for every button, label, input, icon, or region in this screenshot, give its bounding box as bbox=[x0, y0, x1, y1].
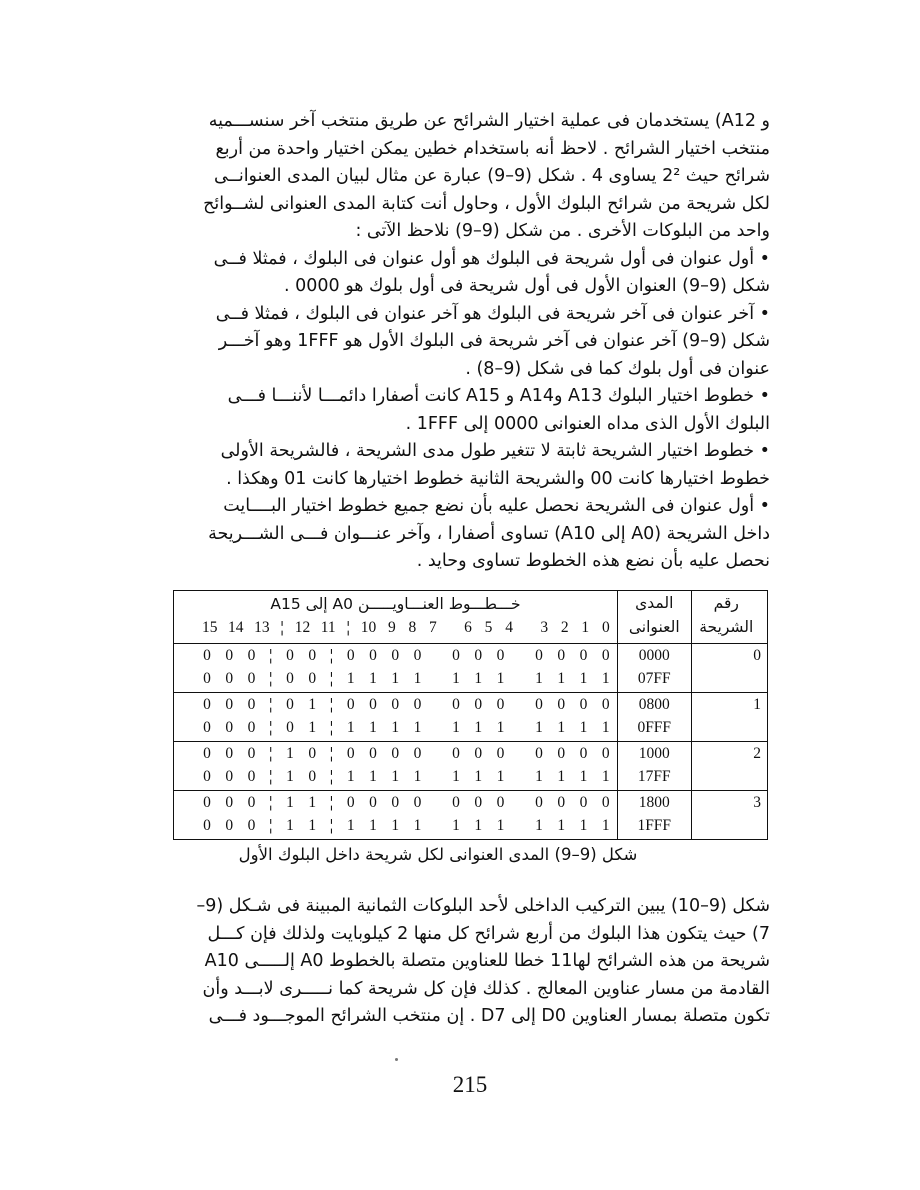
address-range-cell bbox=[618, 644, 691, 693]
body-paragraph-1 bbox=[150, 108, 770, 576]
bit-cell: 1 bbox=[474, 670, 483, 687]
range-end: 0FFF bbox=[637, 719, 672, 736]
bit-cell: 0 bbox=[535, 696, 543, 713]
range-header-line-1: المدى bbox=[635, 594, 674, 612]
page-speck bbox=[395, 1058, 398, 1061]
bit-cell: 1 bbox=[346, 670, 355, 687]
text-line: البلوك الأول الذى مداه العنوانى 0000 إلى 1FFF . bbox=[405, 413, 770, 434]
bit-cell: 0 bbox=[203, 647, 211, 664]
bit-cell: 0 bbox=[391, 745, 400, 762]
bit-cell: 0 bbox=[535, 647, 543, 664]
nibble-gap bbox=[435, 644, 439, 667]
bit-cell: 1 bbox=[452, 670, 460, 687]
text-line: شرائح حيث 2² يساوى 4 . شكل (9–9) عبارة عن مثال لبيان المدى العنوانــى bbox=[213, 166, 770, 186]
bit-cell: 0 bbox=[203, 670, 211, 687]
bit-cell: 0 bbox=[496, 647, 505, 664]
address-range-table bbox=[173, 590, 768, 840]
bit-cell: 1 bbox=[413, 768, 422, 785]
chip-number-cell bbox=[691, 644, 768, 693]
bit-cell: 1 bbox=[557, 817, 566, 834]
chip-number: 3 bbox=[753, 794, 761, 811]
bit-cell: 1 bbox=[601, 719, 610, 736]
bit-cell: 1 bbox=[308, 719, 317, 736]
address-range-header bbox=[618, 591, 691, 644]
bit-row bbox=[174, 765, 617, 788]
text-line: عنوان فى أول بلوك كما فى شكل (9–8) . bbox=[465, 358, 770, 379]
bit-cell: 1 bbox=[557, 670, 566, 687]
group-separator: ¦ bbox=[269, 745, 273, 762]
bit-cell: 1 bbox=[579, 719, 588, 736]
bit-cell: 12 bbox=[294, 619, 311, 636]
group-separator: ¦ bbox=[329, 696, 334, 713]
text-line: شكل (9–10) يبين التركيب الداخلى لأحد البلوكات الثمانية المبينة فى شـكل (9– bbox=[196, 896, 770, 916]
bit-cell: 1 bbox=[535, 768, 543, 785]
address-bits-cell bbox=[174, 644, 618, 693]
table-header-row bbox=[174, 591, 768, 644]
bit-cell: 0 bbox=[203, 794, 211, 811]
bit-cell: 0 bbox=[225, 745, 234, 762]
bit-cell: 1 bbox=[496, 719, 505, 736]
nibble-gap bbox=[435, 791, 439, 814]
nibble-gap bbox=[518, 667, 522, 690]
bit-cell: 0 bbox=[452, 794, 460, 811]
nibble-gap bbox=[518, 814, 522, 837]
range-start: 0000 bbox=[638, 647, 670, 664]
text-line: داخل الشريحة (A0 إلى A10) تساوى أصفارا ، وآخر عنـــوان فـــى الشـــريحة bbox=[208, 523, 770, 544]
range-header-line-2: العنوانى bbox=[628, 618, 680, 636]
bit-cell: 0 bbox=[579, 745, 588, 762]
bit-cell: 2 bbox=[560, 619, 569, 636]
bit-cell: 0 bbox=[413, 745, 422, 762]
bit-cell: 1 bbox=[286, 745, 294, 762]
bit-cell: 0 bbox=[369, 647, 377, 664]
text-line: لكل شريحة من شرائح البلوك الأول ، وحاول أنت كتابة المدى العنوانى لشــوائح bbox=[203, 193, 770, 214]
group-separator: ¦ bbox=[329, 647, 334, 664]
group-separator: ¦ bbox=[280, 619, 284, 636]
bit-cell: 0 bbox=[247, 817, 256, 834]
bit-cell: 1 bbox=[413, 670, 422, 687]
bit-cell: 0 bbox=[308, 670, 317, 687]
address-bits-cell bbox=[174, 742, 618, 791]
bit-number-row bbox=[174, 616, 617, 639]
bit-cell: 1 bbox=[496, 817, 505, 834]
bit-cell: 1 bbox=[557, 768, 566, 785]
bit-cell: 0 bbox=[247, 647, 256, 664]
text-line: • أول عنوان فى أول شريحة فى البلوك هو أول عنوان فى البلوك ، فمثلا فــى bbox=[213, 248, 770, 269]
text-line: شكل (9–9) آخر عنوان فى آخر شريحة فى البلوك الأول هو 1FFF وهو آخـــر bbox=[218, 331, 770, 351]
bit-cell: 0 bbox=[346, 647, 355, 664]
bit-cell: 0 bbox=[247, 719, 256, 736]
nibble-gap bbox=[435, 693, 439, 716]
bit-cell: 1 bbox=[452, 719, 460, 736]
bit-cell: 0 bbox=[557, 794, 566, 811]
bit-cell: 0 bbox=[496, 794, 505, 811]
bit-cell: 0 bbox=[203, 745, 211, 762]
bit-cell: 1 bbox=[579, 817, 588, 834]
text-line: تكون متصلة بمسار العناوين D0 إلى D7 . إن منتخب الشرائح الموجـــود فـــى bbox=[208, 1006, 770, 1026]
bit-cell: 1 bbox=[474, 719, 483, 736]
group-separator: ¦ bbox=[269, 719, 273, 736]
bit-cell: 1 bbox=[496, 670, 505, 687]
bit-cell: 1 bbox=[601, 670, 610, 687]
bit-row bbox=[174, 814, 617, 837]
range-start: 0800 bbox=[638, 696, 670, 713]
bit-cell: 0 bbox=[369, 794, 377, 811]
bit-cell: 1 bbox=[346, 768, 355, 785]
bit-cell: 1 bbox=[474, 817, 483, 834]
bit-cell: 0 bbox=[474, 794, 483, 811]
bit-cell: 1 bbox=[535, 817, 543, 834]
group-separator: ¦ bbox=[329, 719, 334, 736]
bit-cell: 0 bbox=[203, 817, 211, 834]
bit-cell: 0 bbox=[601, 619, 610, 636]
bit-cell: 0 bbox=[474, 745, 483, 762]
bit-cell: 1 bbox=[535, 719, 543, 736]
bit-cell: 0 bbox=[286, 719, 294, 736]
bit-row bbox=[174, 791, 617, 814]
group-separator: ¦ bbox=[329, 745, 334, 762]
group-separator: ¦ bbox=[329, 817, 334, 834]
text-line: و A12) يستخدمان فى عملية اختيار الشرائح عن طريق منتخب آخر سنســـميه bbox=[208, 111, 770, 131]
bit-cell: 0 bbox=[413, 696, 422, 713]
chip-group-row bbox=[174, 791, 768, 840]
bit-cell: 0 bbox=[391, 696, 400, 713]
nibble-gap bbox=[435, 814, 439, 837]
address-range-cell bbox=[618, 791, 691, 840]
text-line: واحد من البلوكات الأخرى . من شكل (9–9) نلاحظ الآتى : bbox=[355, 221, 770, 241]
nibble-gap bbox=[518, 742, 522, 765]
nibble-gap bbox=[435, 742, 439, 765]
bit-cell: 1 bbox=[369, 719, 377, 736]
bit-cell: 0 bbox=[225, 794, 234, 811]
chip-header-line-2: الشريحة bbox=[699, 618, 754, 636]
bit-cell: 0 bbox=[601, 696, 610, 713]
bit-cell: 0 bbox=[346, 794, 355, 811]
bit-cell: 0 bbox=[496, 696, 505, 713]
nibble-gap bbox=[435, 765, 439, 788]
bit-cell: 9 bbox=[387, 619, 396, 636]
bit-cell: 0 bbox=[247, 670, 256, 687]
chip-group-row bbox=[174, 742, 768, 791]
chip-number: 1 bbox=[753, 696, 761, 713]
nibble-gap bbox=[518, 644, 522, 667]
text-line: شريحة من هذه الشرائح لها11 خطا للعناوين متصلة بالخطوط A0 إلـــــى A10 bbox=[204, 951, 770, 971]
chip-number-cell bbox=[691, 693, 768, 742]
bit-cell: 14 bbox=[228, 619, 244, 636]
chip-number-header bbox=[691, 591, 768, 644]
bit-row bbox=[174, 644, 617, 667]
bit-cell: 1 bbox=[452, 768, 460, 785]
bit-cell: 0 bbox=[225, 719, 234, 736]
text-line: • خطوط اختيار الشريحة ثابتة لا تتغير طول مدى الشريحة ، فالشريحة الأولى bbox=[220, 441, 770, 461]
bit-cell: 1 bbox=[413, 719, 422, 736]
bit-cell: 0 bbox=[346, 745, 355, 762]
nibble-gap bbox=[435, 667, 439, 690]
address-lines-header bbox=[174, 591, 618, 644]
bit-row bbox=[174, 693, 617, 716]
bit-cell: 0 bbox=[535, 745, 543, 762]
bit-cell: 0 bbox=[601, 794, 610, 811]
bit-cell: 0 bbox=[369, 745, 377, 762]
bit-cell: 1 bbox=[346, 817, 355, 834]
bit-cell: 1 bbox=[308, 696, 317, 713]
bit-cell: 0 bbox=[601, 647, 610, 664]
bit-cell: 0 bbox=[557, 745, 566, 762]
range-end: 07FF bbox=[637, 670, 671, 687]
bit-cell: 5 bbox=[484, 619, 493, 636]
bit-cell: 1 bbox=[557, 719, 566, 736]
text-line: خطوط اختيارها كانت 00 والشريحة الثانية خطوط اختيارها كانت 01 وهكذا . bbox=[226, 468, 770, 489]
bit-cell: 1 bbox=[581, 619, 590, 636]
group-separator: ¦ bbox=[269, 794, 273, 811]
bit-cell: 1 bbox=[413, 817, 422, 834]
bit-cell: 0 bbox=[557, 696, 566, 713]
text-line: • أول عنوان فى الشريحة نحصل عليه بأن نضع جميع خطوط اختيار البــــايت bbox=[223, 496, 770, 516]
bit-cell: 0 bbox=[225, 696, 234, 713]
address-range-cell bbox=[618, 693, 691, 742]
address-bits-cell bbox=[174, 693, 618, 742]
bit-cell: 1 bbox=[579, 768, 588, 785]
address-bits-cell bbox=[174, 791, 618, 840]
bit-cell: 0 bbox=[225, 670, 234, 687]
bit-cell: 0 bbox=[247, 745, 256, 762]
bit-row bbox=[174, 667, 617, 690]
nibble-gap bbox=[518, 765, 522, 788]
nibble-gap bbox=[435, 716, 439, 739]
group-separator: ¦ bbox=[346, 619, 350, 636]
figure-caption: شكل (9–9) المدى العنوانى لكل شريحة داخل البلوك الأول bbox=[238, 845, 638, 864]
nibble-gap bbox=[448, 616, 452, 639]
bit-cell: 7 bbox=[429, 619, 437, 636]
bit-cell: 0 bbox=[225, 817, 234, 834]
nibble-gap bbox=[518, 791, 522, 814]
bit-cell: 4 bbox=[505, 619, 513, 636]
bit-cell: 0 bbox=[247, 768, 256, 785]
bit-cell: 1 bbox=[474, 768, 483, 785]
text-line: منتخب اختيار الشرائح . لاحظ أنه باستخدام خطين يمكن اختيار واحدة من أربع bbox=[215, 138, 770, 159]
bit-cell: 11 bbox=[320, 619, 336, 636]
bit-cell: 6 bbox=[464, 619, 472, 636]
bit-cell: 0 bbox=[579, 794, 588, 811]
bit-cell: 1 bbox=[308, 817, 317, 834]
bit-cell: 1 bbox=[601, 817, 610, 834]
bit-cell: 1 bbox=[391, 670, 400, 687]
bit-cell: 1 bbox=[452, 817, 460, 834]
bit-cell: 1 bbox=[286, 817, 294, 834]
bit-cell: 1 bbox=[308, 794, 317, 811]
bit-cell: 0 bbox=[308, 745, 317, 762]
chip-number-cell bbox=[691, 742, 768, 791]
chip-number-cell bbox=[691, 791, 768, 840]
chip-group-row bbox=[174, 693, 768, 742]
bit-cell: 1 bbox=[346, 719, 355, 736]
bit-cell: 0 bbox=[452, 696, 460, 713]
bit-cell: 1 bbox=[601, 768, 610, 785]
group-separator: ¦ bbox=[269, 696, 273, 713]
bit-cell: 0 bbox=[579, 647, 588, 664]
bit-cell: 0 bbox=[308, 768, 317, 785]
bit-cell: 0 bbox=[452, 745, 460, 762]
chip-header-line-1: رقم bbox=[713, 594, 739, 612]
bit-cell: 0 bbox=[601, 745, 610, 762]
group-separator: ¦ bbox=[329, 768, 334, 785]
text-line: القادمة من مسار عناوين المعالج . كذلك فإن كل شريحة كما نـــــرى لابـــد وأن bbox=[202, 978, 770, 999]
range-end: 1FFF bbox=[637, 817, 672, 834]
chip-number: 2 bbox=[753, 745, 761, 762]
address-range-cell bbox=[618, 742, 691, 791]
chip-number: 0 bbox=[753, 647, 761, 664]
bit-cell: 0 bbox=[286, 647, 294, 664]
bit-cell: 1 bbox=[496, 768, 505, 785]
text-line: 7) حيث يتكون هذا البلوك من أربع شرائح كل منها 2 كيلوبايت ولذلك فإن كـــل bbox=[207, 923, 770, 944]
bit-cell: 0 bbox=[535, 794, 543, 811]
nibble-gap bbox=[518, 693, 522, 716]
bit-cell: 1 bbox=[369, 768, 377, 785]
bit-cell: 8 bbox=[408, 619, 417, 636]
bit-cell: 10 bbox=[360, 619, 377, 636]
text-line: شكل (9–9) العنوان الأول فى أول شريحة فى أول بلوك هو 0000 . bbox=[283, 276, 770, 296]
bit-cell: 0 bbox=[225, 768, 234, 785]
bit-cell: 0 bbox=[413, 647, 422, 664]
bit-cell: 0 bbox=[579, 696, 588, 713]
bit-cell: 0 bbox=[247, 794, 256, 811]
bit-cell: 0 bbox=[474, 696, 483, 713]
bit-cell: 1 bbox=[579, 670, 588, 687]
bit-cell: 0 bbox=[286, 670, 294, 687]
bit-cell: 0 bbox=[203, 719, 211, 736]
bit-cell: 0 bbox=[557, 647, 566, 664]
bit-cell: 0 bbox=[369, 696, 377, 713]
bit-cell: 13 bbox=[254, 619, 270, 636]
group-separator: ¦ bbox=[329, 794, 334, 811]
address-lines-title: خـــطـــوط العنـــاويـــــن A0 إلى A15 bbox=[270, 595, 521, 613]
bit-cell: 0 bbox=[391, 794, 400, 811]
text-line: • آخر عنوان فى آخر شريحة فى البلوك هو آخر عنوان فى البلوك ، فمثلا فــى bbox=[215, 303, 770, 324]
bit-cell: 0 bbox=[496, 745, 505, 762]
bit-row bbox=[174, 742, 617, 765]
bit-cell: 1 bbox=[535, 670, 543, 687]
bit-cell: 1 bbox=[369, 670, 377, 687]
bit-cell: 0 bbox=[474, 647, 483, 664]
bit-cell: 1 bbox=[391, 817, 400, 834]
bit-cell: 0 bbox=[346, 696, 355, 713]
bit-cell: 0 bbox=[308, 647, 317, 664]
bit-cell: 15 bbox=[202, 619, 218, 636]
bit-cell: 1 bbox=[391, 768, 400, 785]
bit-row bbox=[174, 716, 617, 739]
bit-cell: 0 bbox=[203, 768, 211, 785]
bit-cell: 0 bbox=[286, 696, 294, 713]
group-separator: ¦ bbox=[269, 670, 273, 687]
text-line: • خطوط اختيار البلوك A13 وA14 و A15 كانت أصفارا دائمـــا لأننـــا فـــى bbox=[227, 386, 770, 406]
group-separator: ¦ bbox=[269, 817, 273, 834]
range-end: 17FF bbox=[637, 768, 671, 785]
bit-cell: 0 bbox=[247, 696, 256, 713]
bit-cell: 1 bbox=[369, 817, 377, 834]
bit-cell: 0 bbox=[203, 696, 211, 713]
bit-cell: 0 bbox=[413, 794, 422, 811]
bit-cell: 1 bbox=[286, 768, 294, 785]
bit-cell: 1 bbox=[391, 719, 400, 736]
range-start: 1800 bbox=[638, 794, 670, 811]
text-line: نحصل عليه بأن نضع هذه الخطوط تساوى وحايد . bbox=[416, 551, 770, 571]
chip-group-row bbox=[174, 644, 768, 693]
nibble-gap bbox=[525, 616, 529, 639]
bit-cell: 3 bbox=[540, 619, 549, 636]
bit-cell: 0 bbox=[452, 647, 460, 664]
group-separator: ¦ bbox=[329, 670, 334, 687]
bit-cell: 0 bbox=[225, 647, 234, 664]
group-separator: ¦ bbox=[269, 768, 273, 785]
bit-cell: 1 bbox=[286, 794, 294, 811]
nibble-gap bbox=[518, 716, 522, 739]
range-start: 1000 bbox=[638, 745, 670, 762]
page-number: 215 bbox=[452, 1072, 488, 1097]
body-paragraph-2 bbox=[150, 893, 770, 1031]
group-separator: ¦ bbox=[269, 647, 273, 664]
bit-cell: 0 bbox=[391, 647, 400, 664]
